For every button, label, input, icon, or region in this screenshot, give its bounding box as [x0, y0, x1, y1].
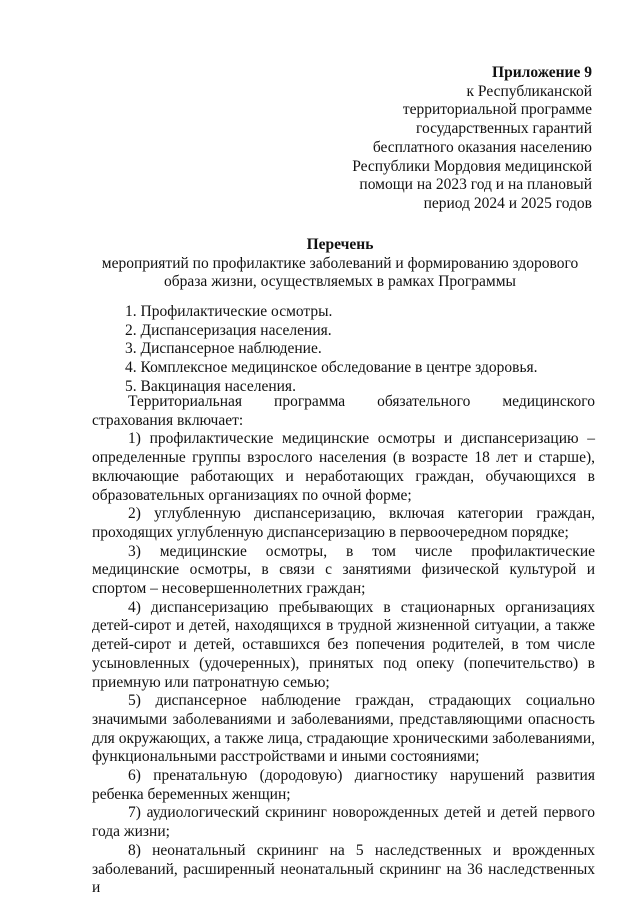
measures-list	[125, 303, 595, 397]
body-paragraph: 1) профилактические медицинские осмотры и диспансеризацию – определенные группы взрослого населения (в возрасте 18 лет и старше), включающие работающих и неработающих граждан, обучающихся в образовательных организациях по очной форме;	[92, 430, 595, 504]
measure-item: 3. Диспансерное наблюдение.	[125, 340, 322, 358]
measure-item: 4. Комплексное медицинское обследование в центре здоровья.	[125, 359, 538, 377]
appendix-title: Приложение 9	[492, 64, 592, 81]
document-subtitle-line: мероприятий по профилактике заболеваний и формированию здорового	[101, 254, 579, 272]
body-paragraph: 7) аудиологический скрининг новорожденных детей и детей первого года жизни;	[92, 804, 595, 841]
measure-item: 5. Вакцинация населения.	[125, 377, 296, 395]
body-paragraph: 8) неонатальный скрининг на 5 наследственных и врожденных заболеваний, расширенный неонатальный скрининг на 36 наследственных и	[92, 841, 595, 897]
document-title: Перечень	[306, 236, 374, 253]
document-heading	[60, 236, 620, 292]
document-body	[92, 393, 595, 898]
appendix-line: Республики Мордовия медицинской	[352, 157, 592, 175]
document-subtitle-line: образа жизни, осуществляемых в рамках Программы	[164, 273, 516, 291]
appendix-line: бесплатного оказания населению	[372, 138, 592, 156]
body-paragraph: 6) пренатальную (дородовую) диагностику нарушений развития ребенка беременных женщин;	[92, 767, 595, 803]
body-paragraph: 3) медицинские осмотры, в том числе профилактические медицинские осмотры, в связи с занятиями физической культурой и спортом – несовершеннолетних граждан;	[92, 542, 595, 598]
appendix-line: помощи на 2023 год и на плановый	[359, 176, 592, 194]
body-paragraph: 4) диспансеризацию пребывающих в стационарных организациях детей-сирот и детей, находящихся в трудной жизненной ситуации, а также детей-сирот и детей, оставшихся без попечения родителей, в том числе усыновленных (удочеренных), принятых под опеку (попечительство) в приемную или патронатную семью;	[92, 598, 595, 691]
appendix-line: к Республиканской	[466, 82, 592, 100]
measure-item: 1. Профилактические осмотры.	[125, 303, 333, 320]
body-intro: Территориальная программа обязательного медицинского страхования включает:	[92, 393, 595, 429]
body-paragraph: 5) диспансерное наблюдение граждан, страдающих социально значимыми заболеваниями и заболеваниями, представляющими опасность для окружающих, а также лица, страдающие хроническими заболеваниями, функциональными расстройствами и иными состояниями;	[92, 692, 595, 766]
measure-item: 2. Диспансеризация населения.	[125, 321, 332, 339]
appendix-line: период 2024 и 2025 годов	[423, 194, 592, 212]
appendix-header	[272, 64, 592, 214]
appendix-line: государственных гарантий	[416, 120, 592, 138]
body-paragraph: 2) углубленную диспансеризацию, включая категории граждан, проходящих углубленную диспансеризацию в первоочередном порядке;	[92, 505, 595, 541]
appendix-line: территориальной программе	[402, 101, 592, 119]
